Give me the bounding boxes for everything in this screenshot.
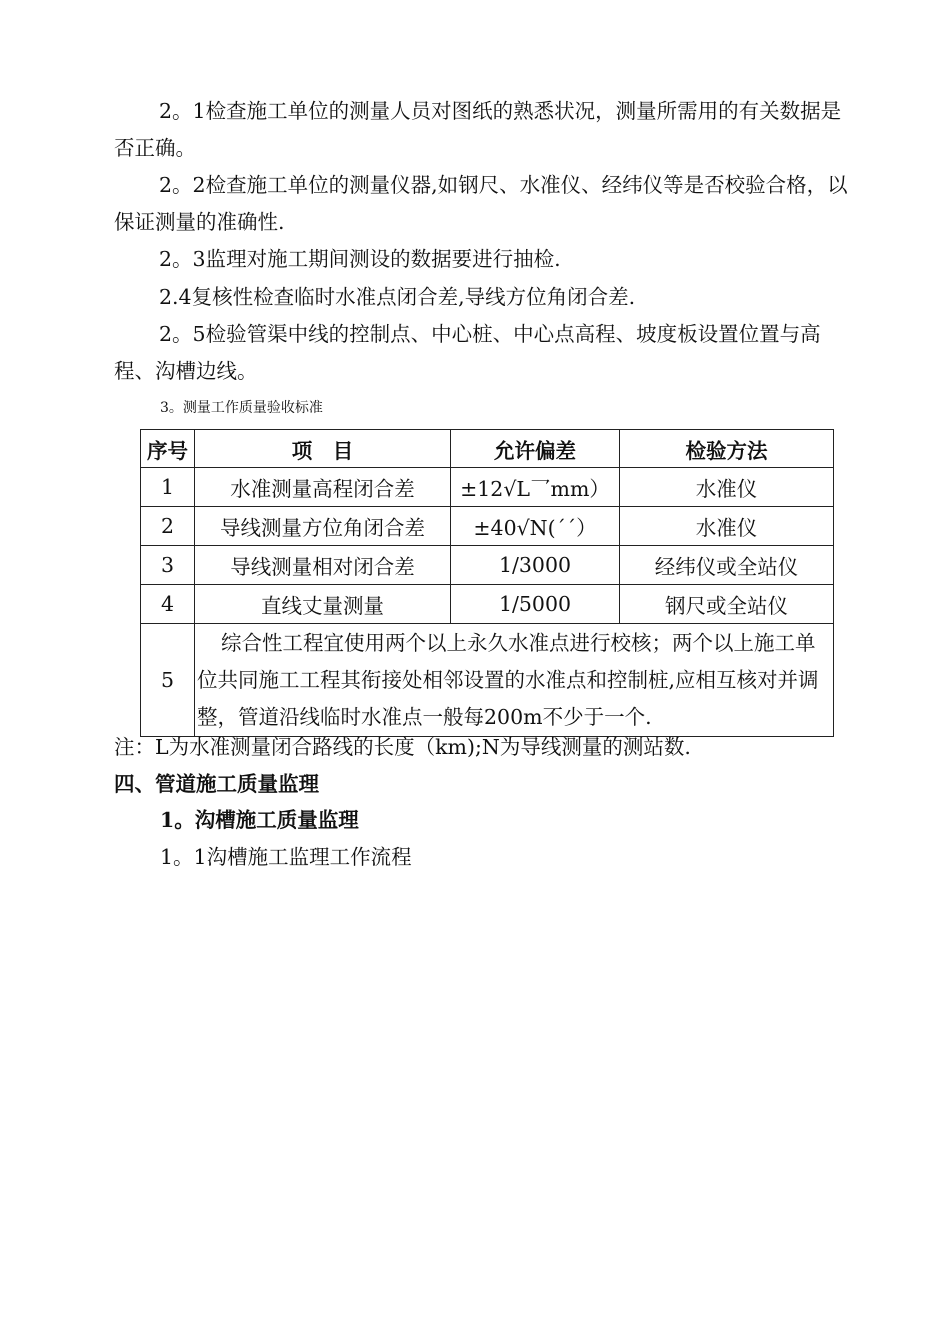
cell-tolerance: 1/5000 <box>451 585 620 624</box>
cell-index: 1 <box>141 468 195 507</box>
table-row-merged <box>141 624 834 737</box>
cell-tolerance: ±12√L乛mm） <box>451 468 620 507</box>
paragraph-2-2: 2。2检查施工单位的测量仪器,如钢尺、水准仪、经纬仪等是否校验合格，以保证测量的准确性. <box>114 173 848 234</box>
cell-method: 水准仪 <box>620 507 834 546</box>
table-header-row <box>141 430 834 468</box>
cell-index: 5 <box>141 624 195 737</box>
table-row <box>141 468 834 507</box>
cell-method: 钢尺或全站仪 <box>620 585 834 624</box>
cell-index: 4 <box>141 585 195 624</box>
cell-index: 3 <box>141 546 195 585</box>
cell-method: 水准仪 <box>620 468 834 507</box>
cell-tolerance: ±40√N(´´） <box>451 507 620 546</box>
table-note: 注：L为水准测量闭合路线的长度（km);N为导线测量的测站数. <box>114 735 691 759</box>
table-row <box>141 585 834 624</box>
paragraph-2-3: 2。3监理对施工期间测设的数据要进行抽检. <box>159 247 561 271</box>
header-tolerance: 允许偏差 <box>451 430 620 468</box>
header-index: 序号 <box>141 430 195 468</box>
header-item: 项 目 <box>195 430 451 468</box>
cell-item: 水准测量高程闭合差 <box>195 468 451 507</box>
table-row <box>141 546 834 585</box>
sub-item: 1。1沟槽施工监理工作流程 <box>160 845 412 869</box>
table-caption: 3。测量工作质量验收标准 <box>160 400 323 416</box>
cell-method: 经纬仪或全站仪 <box>620 546 834 585</box>
paragraph-2-5: 2。5检验管渠中线的控制点、中心桩、中心点高程、坡度板设置位置与高程、沟槽边线。 <box>114 322 821 383</box>
header-method: 检验方法 <box>620 430 834 468</box>
cell-index: 2 <box>141 507 195 546</box>
cell-tolerance: 1/3000 <box>451 546 620 585</box>
quality-standard-table <box>140 429 834 737</box>
cell-item: 直线丈量测量 <box>195 585 451 624</box>
cell-merged-text: 综合性工程宜使用两个以上永久水准点进行校核；两个以上施工单位共同施工工程其衔接处相邻设置的水准点和控制桩,应相互核对并调整，管道沿线临时水准点一般每200m不少于一个. <box>195 624 834 737</box>
paragraph-2-1: 2。1检查施工单位的测量人员对图纸的熟悉状况，测量所需用的有关数据是否正确。 <box>114 99 842 160</box>
paragraph-2-4: 2.4复核性检查临时水准点闭合差,导线方位角闭合差. <box>159 285 636 309</box>
sub-heading: 1。沟槽施工质量监理 <box>160 808 359 832</box>
section-heading: 四、管道施工质量监理 <box>114 772 319 796</box>
cell-item: 导线测量方位角闭合差 <box>195 507 451 546</box>
table-row <box>141 507 834 546</box>
cell-item: 导线测量相对闭合差 <box>195 546 451 585</box>
